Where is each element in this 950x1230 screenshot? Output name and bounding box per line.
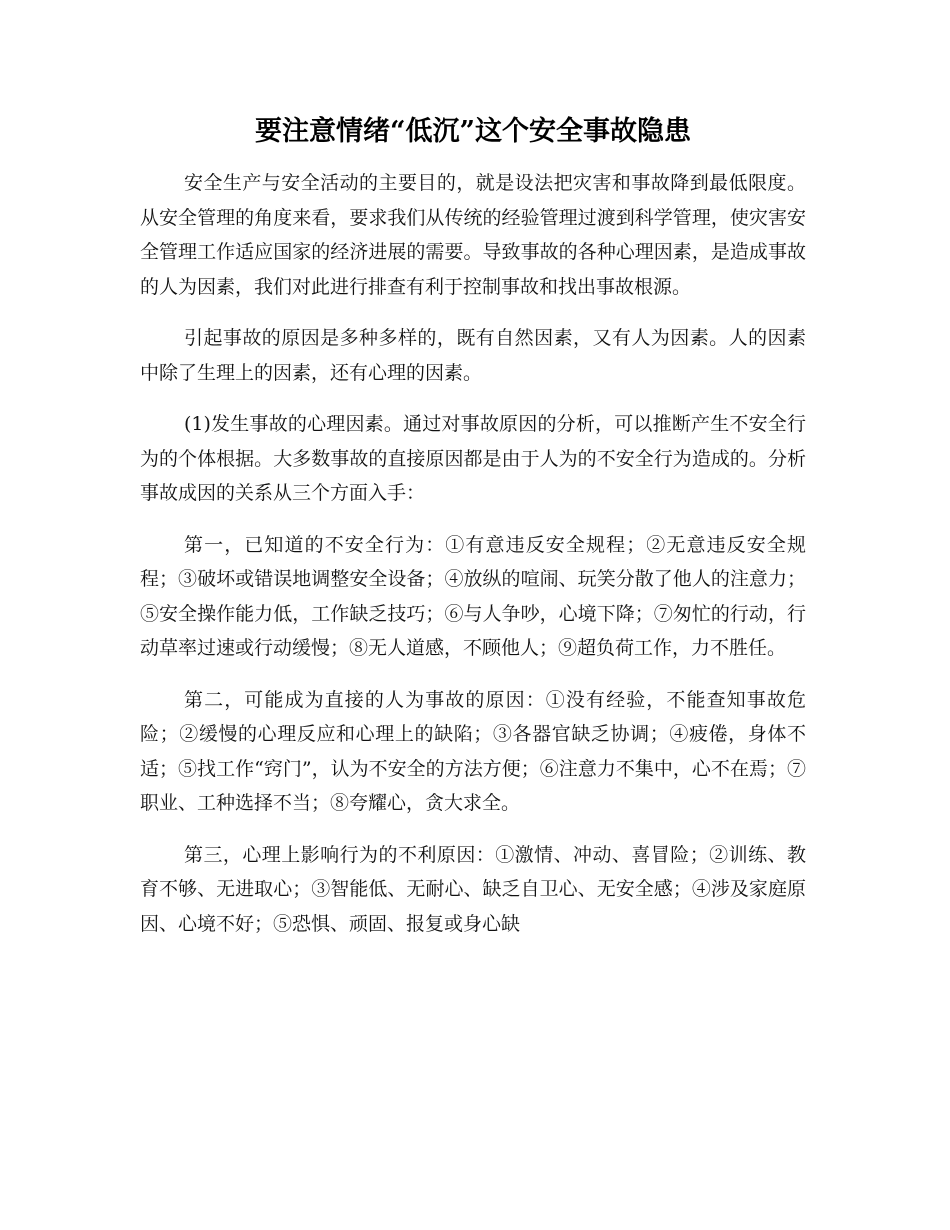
paragraph-first-unsafe-behaviors: 第一，已知道的不安全行为：①有意违反安全规程；②无意违反安全规程；③破坏或错误地调整安全设备；④放纵的喧闹、玩笑分散了他人的注意力；⑤安全操作能力低，工作缺乏技巧；⑥与人争吵，心境下降；⑦匆忙的行动，行动草率过速或行动缓慢；⑧无人道感，不顾他人；⑨超负荷工作，力不胜任。 bbox=[140, 533, 806, 659]
paragraph-third-adverse-causes: 第三，心理上影响行为的不利原因：①激情、冲动、喜冒险；②训练、教育不够、无进取心；③智能低、无耐心、缺乏自卫心、无安全感；④涉及家庭原因、心境不好；⑤恐惧、顽固、报复或身心缺 bbox=[140, 843, 806, 935]
paragraph-second-direct-causes: 第二，可能成为直接的人为事故的原因：①没有经验，不能查知事故危险；②缓慢的心理反应和心理上的缺陷；③各器官缺乏协调；④疲倦，身体不适；⑤找工作“窍门”，认为不安全的方法方便；⑥注意力不集中，心不在焉；⑦职业、工种选择不当；⑧夸耀心，贪大求全。 bbox=[140, 688, 806, 814]
document-title: 要注意情绪“低沉”这个安全事故隐患 bbox=[254, 116, 692, 147]
paragraph-causes: 引起事故的原因是多种多样的，既有自然因素，又有人为因素。人的因素中除了生理上的因素，还有心理的因素。 bbox=[140, 327, 806, 384]
document-body bbox=[140, 166, 806, 958]
paragraph-psychological-factors: (1)发生事故的心理因素。通过对事故原因的分析，可以推断产生不安全行为的个体根据。大多数事故的直接原因都是由于人为的不安全行为造成的。分析事故成因的关系从三个方面入手： bbox=[140, 413, 806, 504]
paragraph-intro: 安全生产与安全活动的主要目的，就是设法把灾害和事故降到最低限度。从安全管理的角度来看，要求我们从传统的经验管理过渡到科学管理，使灾害安全管理工作适应国家的经济进展的需要。导致事故的各种心理因素，是造成事故的人为因素，我们对此进行排查有利于控制事故和找出事故根源。 bbox=[140, 172, 806, 298]
